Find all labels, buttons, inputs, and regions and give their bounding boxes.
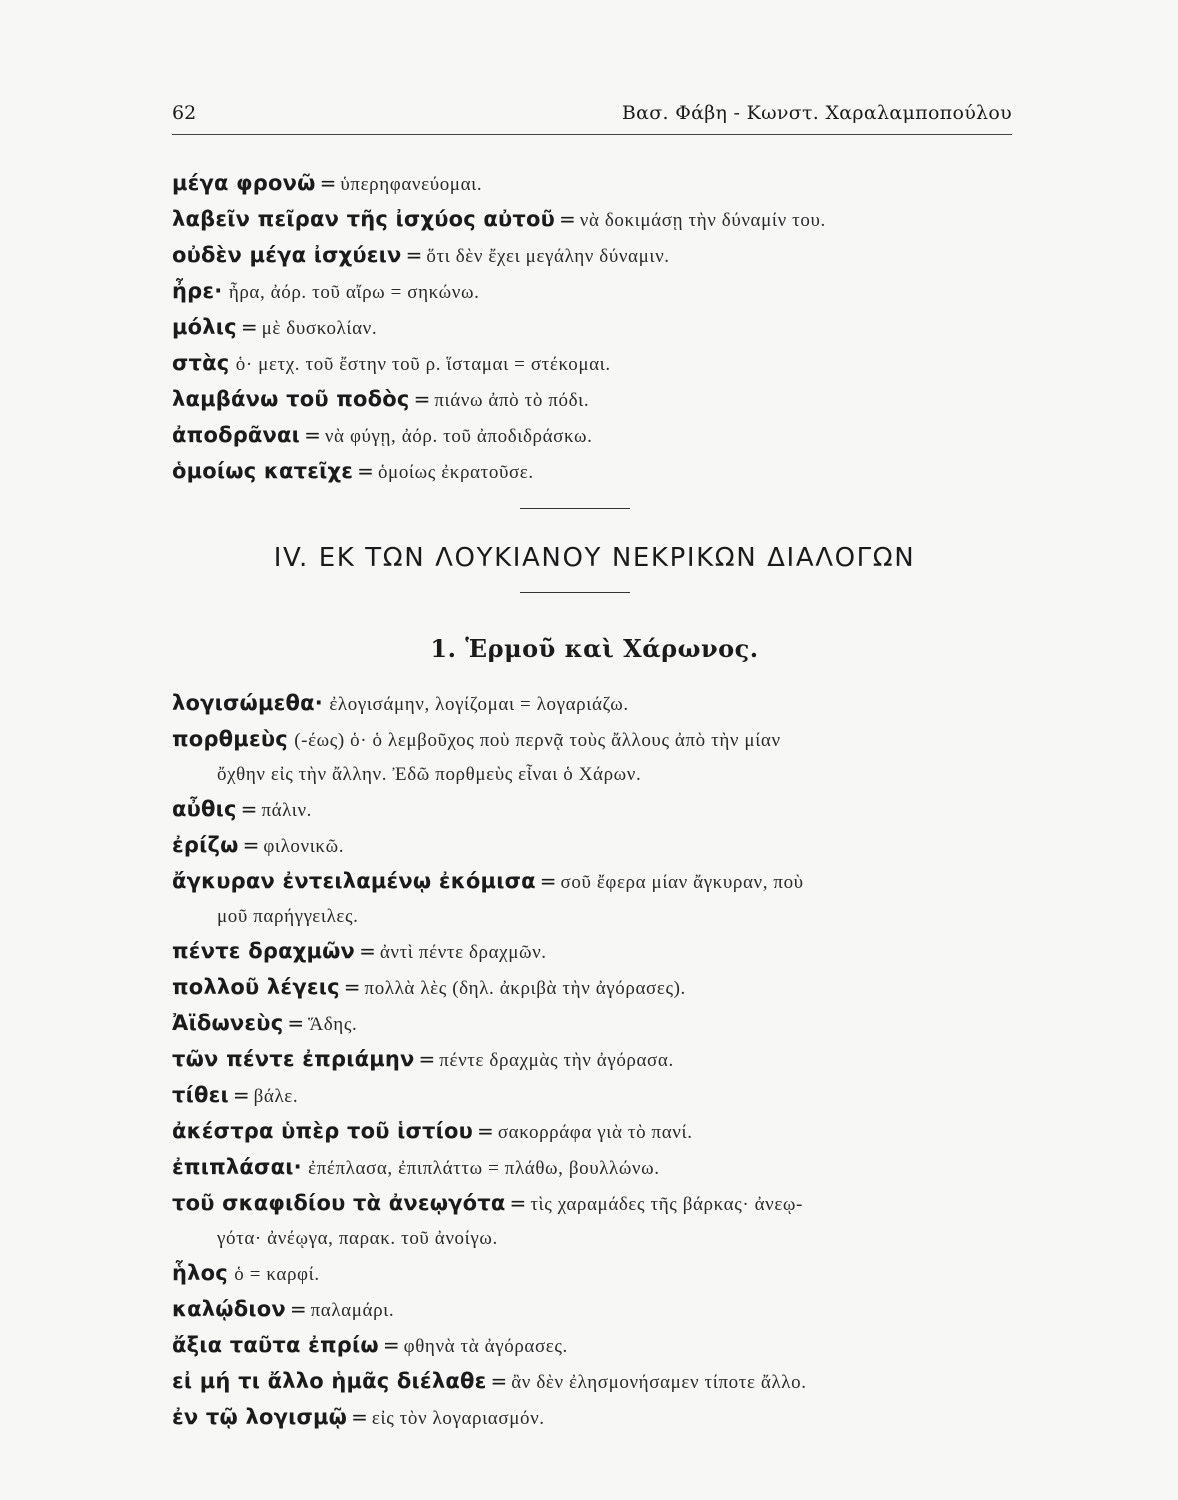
glossary-entry (172, 828, 1017, 864)
entry-gloss: ἦρα, ἀόρ. τοῦ αἴρω = σηκώνω. (228, 282, 480, 303)
entry-separator: = (382, 1333, 400, 1357)
entry-gloss: φιλονικῶ. (263, 836, 345, 857)
glossary-entry (172, 792, 1017, 828)
section-divider (520, 508, 630, 509)
entry-term: πολλοῦ λέγεις (172, 975, 340, 999)
entry-separator: = (351, 1405, 368, 1429)
glossary-entry (172, 722, 1017, 792)
glossary-entry (172, 274, 1017, 310)
glossary-entry (172, 1292, 1017, 1328)
entry-separator: = (359, 939, 376, 963)
entry-separator: = (509, 1191, 527, 1215)
entry-gloss: βάλε. (253, 1086, 299, 1107)
entry-separator: = (240, 315, 258, 339)
entry-gloss-continuation: γότα· ἀνέῳγα, παρακ. τοῦ ἀνοίγω. (217, 1228, 498, 1249)
entry-separator: = (405, 243, 423, 267)
entry-gloss: ὑπερηφανεύομαι. (340, 174, 483, 195)
heading-underline (520, 592, 630, 593)
section-heading: IV. ΕΚ ΤΩΝ ΛΟΥΚΙΑΝΟΥ ΝΕΚΡΙΚΩΝ ΔΙΑΛΟΓΩΝ (273, 543, 916, 573)
entry-separator: = (539, 869, 557, 893)
entry-gloss: νὰ δοκιμάσῃ τὴν δύναμίν του. (579, 210, 826, 231)
glossary-entry (172, 202, 1017, 238)
entry-separator: = (357, 459, 374, 483)
entry-term: αὖθις (172, 797, 237, 821)
glossary-entry (172, 970, 1017, 1006)
entry-separator: = (490, 1369, 508, 1393)
glossary-entry (172, 1400, 1017, 1436)
entry-term: εἰ μή τι ἄλλο ἡμᾶς διέλαθε (172, 1369, 487, 1393)
glossary-entry (172, 686, 1017, 722)
entry-term: ἀποδρᾶναι (172, 423, 301, 447)
glossary-list-top (172, 166, 1017, 490)
entry-term: ἐπιπλάσαι· (172, 1155, 302, 1179)
entry-gloss: πολλὰ λὲς (δηλ. ἀκριβὰ τὴν ἀγόρασες). (364, 978, 686, 999)
entry-term: λογισώμεθα· (172, 691, 323, 715)
entry-gloss: ὁμοίως ἐκρατοῦσε. (377, 462, 534, 483)
entry-term: στὰς (172, 351, 230, 375)
entry-gloss-continuation: ὄχθην εἰς τὴν ἄλλην. Ἐδῶ πορθμεὺς εἶναι ὁ Χάρων. (217, 764, 642, 785)
glossary-entry (172, 382, 1017, 418)
entry-gloss: παλαμάρι. (310, 1300, 395, 1321)
glossary-entry (172, 1186, 1017, 1256)
entry-gloss: φθηνὰ τὰ ἀγόρασες. (403, 1336, 568, 1357)
entry-term: ἄξια ταῦτα ἐπρίω (172, 1333, 379, 1357)
entry-term: πορθμεὺς (172, 727, 288, 751)
entry-term: ἐν τῷ λογισμῷ (172, 1405, 348, 1429)
glossary-entry (172, 1114, 1017, 1150)
glossary-entry (172, 166, 1017, 202)
page-number: 62 (172, 102, 197, 124)
glossary-entry (172, 1078, 1017, 1114)
entry-gloss: νὰ φύγῃ, ἀόρ. τοῦ ἀποδιδράσκω. (324, 426, 593, 447)
glossary-entry (172, 1042, 1017, 1078)
entry-separator: = (287, 1011, 305, 1035)
entry-separator: = (418, 1047, 436, 1071)
entry-separator: = (304, 423, 321, 447)
entry-gloss: πιάνω ἀπὸ τὸ πόδι. (434, 390, 590, 411)
entry-gloss: ὅτι δὲν ἔχει μεγάλην δύναμιν. (426, 246, 670, 267)
entry-term: μόλις (172, 315, 237, 339)
glossary-entry (172, 418, 1017, 454)
glossary-entry (172, 864, 1017, 934)
entry-gloss: ἂν δὲν ἐλησμονήσαμεν τίποτε ἄλλο. (511, 1372, 807, 1393)
entry-term: οὐδὲν μέγα ἰσχύειν (172, 243, 402, 267)
entry-term: πέντε δραχμῶν (172, 939, 356, 963)
entry-gloss: ἐπέπλασα, ἐπιπλάττω = πλάθω, βουλλώνω. (308, 1158, 660, 1179)
entry-gloss: ἐλογισάμην, λογίζομαι = λογαριάζω. (329, 694, 629, 715)
entry-gloss: Ἅδης. (308, 1014, 358, 1035)
entry-separator: = (343, 975, 361, 999)
glossary-entry (172, 310, 1017, 346)
entry-term: ὁμοίως κατεῖχε (172, 459, 354, 483)
page-header (172, 100, 1012, 135)
entry-gloss: εἰς τὸν λογαριασμόν. (371, 1408, 545, 1429)
entry-gloss: ἀντὶ πέντε δραχμῶν. (379, 942, 547, 963)
entry-term: ἀκέστρα ὑπὲρ τοῦ ἱστίου (172, 1119, 474, 1143)
glossary-entry (172, 1364, 1017, 1400)
entry-term: καλῴδιον (172, 1297, 286, 1321)
entry-separator: = (232, 1083, 250, 1107)
entry-term: μέγα φρονῶ (172, 171, 316, 195)
entry-term: τῶν πέντε ἐπριάμην (172, 1047, 415, 1071)
glossary-entry (172, 1256, 1017, 1292)
glossary-entry (172, 1150, 1017, 1186)
entry-gloss: σοῦ ἔφερα μίαν ἄγκυραν, ποὺ (560, 872, 804, 893)
entry-gloss: ὁ = καρφί. (234, 1264, 320, 1285)
entry-gloss: μὲ δυσκολίαν. (261, 318, 378, 339)
entry-term: λαβεῖν πεῖραν τῆς ἰσχύος αὐτοῦ (172, 207, 555, 231)
glossary-entry (172, 238, 1017, 274)
entry-term: τοῦ σκαφιδίου τὰ ἀνεῳγότα (172, 1191, 506, 1215)
entry-separator: = (477, 1119, 494, 1143)
entry-gloss: ὁ· μετχ. τοῦ ἔστην τοῦ ρ. ἵσταμαι = στέκομαι. (235, 354, 611, 375)
entry-separator: = (242, 833, 260, 857)
glossary-entry (172, 1328, 1017, 1364)
entry-separator: = (558, 207, 576, 231)
entry-gloss: σακορράφα γιὰ τὸ πανί. (497, 1122, 693, 1143)
subsection-heading: 1. Ἑρμοῦ καὶ Χάρωνος. (430, 634, 759, 663)
glossary-entry (172, 454, 1017, 490)
running-head: Βασ. Φάβη - Κωνστ. Χαραλαμποπούλου (621, 102, 1012, 124)
entry-separator: = (240, 797, 258, 821)
entry-gloss: (-έως) ὁ· ὁ λεμβοῦχος ποὺ περνᾷ τοὺς ἄλλους ἀπὸ τὴν μίαν (294, 730, 781, 751)
entry-term: τίθει (172, 1083, 229, 1107)
entry-gloss: πέντε δραχμὰς τὴν ἀγόρασα. (439, 1050, 674, 1071)
entry-gloss-continuation: μοῦ παρήγγειλες. (217, 906, 359, 927)
entry-term: ἐρίζω (172, 833, 239, 857)
entry-term: Ἀϊδωνεὺς (172, 1011, 284, 1035)
entry-gloss: πάλιν. (261, 800, 313, 821)
entry-term: λαμβάνω τοῦ ποδὸς (172, 387, 410, 411)
entry-term: ἦρε· (172, 279, 223, 303)
entry-separator: = (319, 171, 337, 195)
glossary-list-bottom (172, 686, 1017, 1436)
glossary-entry (172, 934, 1017, 970)
entry-term: ἧλος (172, 1261, 228, 1285)
glossary-entry (172, 1006, 1017, 1042)
glossary-entry (172, 346, 1017, 382)
entry-gloss: τὶς χαραμάδες τῆς βάρκας· ἀνεῳ- (530, 1194, 803, 1215)
entry-separator: = (413, 387, 431, 411)
entry-separator: = (289, 1297, 307, 1321)
entry-term: ἄγκυραν ἐντειλαμένῳ ἐκόμισα (172, 869, 536, 893)
